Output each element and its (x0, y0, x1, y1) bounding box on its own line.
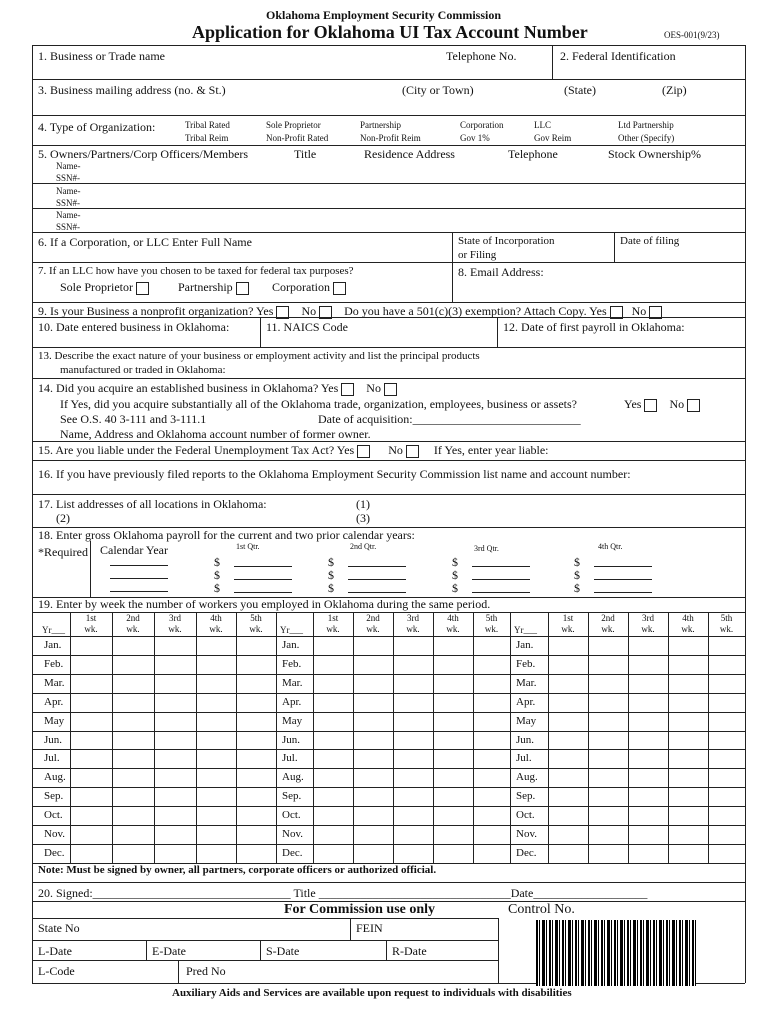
grid-col-line (196, 612, 197, 863)
year-field-2[interactable]: Yr___ (280, 625, 303, 635)
week-header-wk: wk. (446, 624, 460, 634)
grid-row-line (32, 712, 745, 713)
month-label: Apr. (44, 695, 64, 708)
signature-note: Note: Must be signed by owner, all partners, corporate officers or authorized official. (38, 864, 437, 876)
week-header-wk: wk. (601, 624, 615, 634)
week-header: 3rd (407, 613, 419, 623)
date-of-filing-label: Date of filing (620, 235, 680, 247)
week-header-wk: wk. (719, 624, 734, 634)
barcode (536, 920, 696, 986)
owners-label: 5. Owners/Partners/Corp Officers/Members (38, 147, 249, 161)
week-header-wk: wk. (406, 624, 420, 634)
grid-row-line (32, 655, 745, 656)
grid-col-line (628, 612, 629, 863)
grid-group-divider (276, 612, 277, 863)
business-nature-label-2: manufactured or traded in Oklahoma: (60, 364, 226, 376)
year-field-3[interactable]: Yr___ (514, 625, 537, 635)
grid-row-line (32, 844, 745, 845)
grid-col-line (112, 612, 113, 863)
owners-telephone-col: Telephone (508, 147, 558, 161)
quarter-1-amount-field[interactable] (234, 592, 292, 593)
calendar-year-field-2[interactable] (110, 578, 168, 579)
week-header-wk: wk. (561, 624, 575, 634)
location-1[interactable]: (1) (356, 497, 370, 511)
l-date-label: L-Date (38, 944, 72, 958)
month-label: Mar. (516, 676, 537, 689)
business-name-label: 1. Business or Trade name (38, 49, 165, 63)
quarter-2-amount-field[interactable] (348, 579, 406, 580)
l-code-label: L-Code (38, 964, 75, 978)
naics-label: 11. NAICS Code (266, 320, 348, 334)
org-tribal-rated[interactable]: Tribal Rated (185, 120, 230, 130)
grid-col-line (433, 612, 434, 863)
grid-row-line (32, 768, 745, 769)
month-label: Oct. (516, 809, 535, 822)
week-header: 2nd (366, 613, 380, 623)
week-header: 5th (250, 613, 262, 623)
month-label: Mar. (282, 676, 303, 689)
grid-row-line (32, 731, 745, 732)
federal-id-label: 2. Federal Identification (560, 49, 676, 63)
week-header-wk: wk. (326, 624, 340, 634)
quarter-1-amount-field[interactable] (234, 579, 292, 580)
org-type-label: 4. Type of Organization: (38, 120, 156, 134)
week-header-wk: wk. (84, 624, 98, 634)
s-date-label: S-Date (266, 944, 300, 958)
control-no-label: Control No. (508, 902, 575, 917)
month-label: Jun. (44, 733, 63, 746)
owners-title-col: Title (294, 147, 317, 161)
date-entered-label: 10. Date entered business in Oklahoma: (38, 320, 230, 334)
owner2-name[interactable]: Name- (56, 186, 81, 196)
org-corporation[interactable]: Corporation (460, 120, 504, 130)
corp-name-label: 6. If a Corporation, or LLC Enter Full Name (38, 235, 252, 249)
week-header: 2nd (126, 613, 140, 623)
grid-col-line (353, 612, 354, 863)
month-label: Dec. (282, 846, 303, 859)
llc-tax-label: 7. If an LLC how have you chosen to be taxed for federal tax purposes? (38, 265, 354, 277)
month-label: Jan. (516, 639, 534, 651)
state-label: (State) (564, 83, 596, 97)
month-label: Aug. (516, 771, 538, 784)
dollar-sign: $ (452, 581, 458, 595)
month-label: Sep. (516, 790, 536, 803)
fein-label: FEIN (356, 921, 383, 935)
calendar-year-field-1[interactable] (110, 565, 168, 566)
acquired-no-checkbox[interactable] (384, 383, 397, 396)
month-label: May (44, 714, 65, 727)
quarter-4-amount-field[interactable] (594, 579, 652, 580)
business-nature-label: 13. Describe the exact nature of your business or employment activity and list the principal products (38, 350, 480, 362)
grid-col-line (473, 612, 474, 863)
week-header-wk: wk. (209, 624, 223, 634)
previous-reports-label: 16. If you have previously filed reports to the Oklahoma Employment Security Commission list name and account number: (38, 467, 631, 481)
month-label: Apr. (282, 695, 302, 708)
org-partnership[interactable]: Partnership (360, 120, 401, 130)
grid-row-line (32, 693, 745, 694)
grid-row-line (32, 787, 745, 788)
week-header: 4th (447, 613, 459, 623)
year-field-1[interactable]: Yr___ (42, 625, 65, 635)
substantially-all-question: If Yes, did you acquire substantially all of the Oklahoma trade, organization, employees, business or assets? (60, 397, 577, 411)
dollar-sign: $ (214, 555, 220, 569)
acquired-business-question: 14. Did you acquire an established business in Oklahoma? Yes No (38, 381, 397, 396)
telephone-label: Telephone No. (446, 49, 517, 63)
acquisition-date-field[interactable]: Date of acquisition:____________________________ (318, 412, 581, 426)
org-nonprofit-rated[interactable]: Non-Profit Rated (266, 133, 329, 143)
frame-right (745, 45, 746, 983)
zip-label: (Zip) (662, 83, 687, 97)
llc-corporation-checkbox[interactable] (333, 282, 346, 295)
locations-label: 17. List addresses of all locations in Oklahoma: (38, 497, 267, 511)
grid-row-line (32, 636, 745, 637)
week-header: 1st (562, 613, 574, 623)
location-2[interactable]: (2) (56, 511, 70, 525)
quarter-3-amount-field[interactable] (472, 566, 530, 567)
quarter-4-amount-field[interactable] (594, 592, 652, 593)
dollar-sign: $ (574, 555, 580, 569)
e-date-label: E-Date (152, 944, 186, 958)
owner1-name[interactable]: Name- (56, 161, 81, 171)
dollar-sign: $ (452, 568, 458, 582)
month-label: Dec. (516, 846, 537, 859)
owners-stock-col: Stock Ownership% (608, 147, 701, 161)
form-number: OES-001(9/23) (664, 30, 720, 40)
owner3-ssn[interactable]: SSN#- (56, 222, 81, 232)
org-other[interactable]: Other (Specify) (618, 133, 675, 143)
owner1-ssn[interactable]: SSN#- (56, 173, 81, 183)
futa-yes-checkbox[interactable] (357, 445, 370, 458)
substantially-yes-checkbox[interactable] (644, 399, 657, 412)
org-gov-1pct[interactable]: Gov 1% (460, 133, 490, 143)
owner2-ssn[interactable]: SSN#- (56, 198, 81, 208)
org-gov-reim[interactable]: Gov Reim (534, 133, 572, 143)
owner3-name[interactable]: Name- (56, 210, 81, 220)
dollar-sign: $ (574, 568, 580, 582)
dollar-sign: $ (328, 581, 334, 595)
org-sole-proprietor[interactable]: Sole Proprietor (266, 120, 321, 130)
q1-header: 1st Qtr. (236, 542, 260, 551)
month-label: Nov. (516, 828, 537, 840)
month-label: Sep. (282, 790, 302, 803)
frame-left (32, 45, 33, 983)
grid-col-line (708, 612, 709, 863)
week-header: 1st (85, 613, 97, 623)
state-no-label: State No (38, 921, 80, 935)
month-label: Nov. (44, 828, 65, 840)
quarter-3-amount-field[interactable] (472, 579, 530, 580)
llc-sole-proprietor-option[interactable]: Sole Proprietor (60, 280, 149, 295)
nonprofit-question: 9. Is your Business a nonprofit organization? Yes No Do you have a 501(c)(3) exemption? Attach Copy. Yes No (38, 304, 662, 319)
week-header: 3rd (169, 613, 181, 623)
week-header-wk: wk. (168, 624, 182, 634)
week-header-wk: wk. (641, 624, 655, 634)
month-label: Sep. (44, 790, 64, 803)
month-label: Mar. (44, 676, 65, 689)
month-label: Jul. (516, 752, 532, 765)
month-label: Jun. (516, 733, 535, 746)
dollar-sign: $ (328, 555, 334, 569)
org-llc[interactable]: LLC (534, 120, 551, 130)
q4-header: 4th Qtr. (598, 542, 623, 551)
dollar-sign: $ (328, 568, 334, 582)
statute-reference: See O.S. 40 3-111 and 3-111.1 (60, 412, 207, 426)
acquired-yes-checkbox[interactable] (341, 383, 354, 396)
month-label: Oct. (44, 809, 63, 822)
futa-no-checkbox[interactable] (406, 445, 419, 458)
signature-line[interactable]: 20. Signed:_________________________________ Title ________________________________Date___________________ (38, 886, 648, 900)
mailing-address-label: 3. Business mailing address (no. & St.) (38, 83, 226, 97)
grid-col-line (154, 612, 155, 863)
q2-header: 2nd Qtr. (350, 542, 377, 551)
dollar-sign: $ (214, 568, 220, 582)
org-ltd-partnership[interactable]: Ltd Partnership (618, 120, 674, 130)
month-label: May (516, 714, 537, 727)
workers-label: 19. Enter by week the number of workers you employed in Oklahoma during the same period. (38, 597, 491, 611)
commission-title: For Commission use only (284, 902, 436, 917)
r-date-label: R-Date (392, 944, 427, 958)
quarter-2-amount-field[interactable] (348, 592, 406, 593)
week-header-wk: wk. (126, 624, 140, 634)
month-label: Aug. (282, 771, 304, 784)
month-label: Apr. (516, 695, 536, 708)
month-label: Nov. (282, 828, 303, 840)
agency-name: Oklahoma Employment Security Commission (266, 8, 502, 22)
grid-col-line (588, 612, 589, 863)
month-label: May (282, 714, 303, 727)
former-owner-label: Name, Address and Oklahoma account number of former owner. (60, 427, 371, 441)
month-label: Dec. (44, 846, 65, 859)
week-header-wk: wk. (484, 624, 499, 634)
month-label: Oct. (282, 809, 301, 822)
calendar-year-label: Calendar Year (100, 543, 168, 557)
email-label: 8. Email Address: (458, 265, 544, 279)
quarter-4-amount-field[interactable] (594, 566, 652, 567)
grid-col-line (70, 612, 71, 863)
org-nonprofit-reim[interactable]: Non-Profit Reim (360, 133, 421, 143)
llc-sole-checkbox[interactable] (136, 282, 149, 295)
org-tribal-reim[interactable]: Tribal Reim (185, 133, 229, 143)
dollar-sign: $ (574, 581, 580, 595)
footer-accessibility: Auxiliary Aids and Services are available upon request to individuals with disabilities (172, 987, 572, 999)
grid-row-line (32, 806, 745, 807)
quarter-3-amount-field[interactable] (472, 592, 530, 593)
month-label: Jan. (282, 639, 300, 651)
llc-corporation-option[interactable]: Corporation (272, 280, 346, 295)
llc-partnership-option[interactable]: Partnership (178, 280, 249, 295)
pred-no-label: Pred No (186, 964, 226, 978)
required-label: *Required (38, 545, 88, 559)
month-label: Feb. (282, 657, 302, 670)
month-label: Jul. (44, 752, 60, 765)
owners-residence-col: Residence Address (364, 147, 455, 161)
calendar-year-field-3[interactable] (110, 591, 168, 592)
quarter-2-amount-field[interactable] (348, 566, 406, 567)
month-label: Feb. (516, 657, 536, 670)
futa-question: 15. Are you liable under the Federal Unemployment Tax Act? Yes No If Yes, enter year liable: (38, 443, 549, 457)
first-payroll-label: 12. Date of first payroll in Oklahoma: (503, 320, 685, 334)
grid-group-divider (510, 612, 511, 863)
substantially-no-checkbox[interactable] (687, 399, 700, 412)
week-header: 3rd (642, 613, 654, 623)
dollar-sign: $ (452, 555, 458, 569)
week-header: 5th (485, 613, 498, 623)
substantially-yes: Yes No (624, 397, 700, 412)
llc-partnership-checkbox[interactable] (236, 282, 249, 295)
grid-row-line (32, 825, 745, 826)
q3-header: 3rd Qtr. (474, 544, 499, 553)
state-of-incorporation-label: State of Incorporation (458, 235, 555, 247)
week-header-wk: wk. (681, 624, 695, 634)
city-label: (City or Town) (402, 83, 474, 97)
month-label: Aug. (44, 771, 66, 784)
week-header-wk: wk. (366, 624, 380, 634)
form-title: Application for Oklahoma UI Tax Account Number (192, 22, 588, 42)
dollar-sign: $ (214, 581, 220, 595)
grid-col-line (548, 612, 549, 863)
grid-col-line (313, 612, 314, 863)
week-header: 5th (720, 613, 733, 623)
month-label: Jan. (44, 639, 62, 651)
month-label: Jul. (282, 752, 298, 765)
month-label: Jun. (282, 733, 301, 746)
payroll-label: 18. Enter gross Oklahoma payroll for the current and two prior calendar years: (38, 528, 415, 542)
month-label: Feb. (44, 657, 64, 670)
week-header: 4th (682, 613, 694, 623)
or-filing-label: or Filing (458, 249, 497, 261)
quarter-1-amount-field[interactable] (234, 566, 292, 567)
week-header: 2nd (601, 613, 615, 623)
week-header-wk: wk. (249, 624, 263, 634)
week-header: 4th (210, 613, 222, 623)
grid-row-line (32, 674, 745, 675)
grid-col-line (393, 612, 394, 863)
location-3[interactable]: (3) (356, 511, 370, 525)
grid-row-line (32, 749, 745, 750)
week-header: 1st (327, 613, 339, 623)
grid-col-line (236, 612, 237, 863)
grid-col-line (668, 612, 669, 863)
